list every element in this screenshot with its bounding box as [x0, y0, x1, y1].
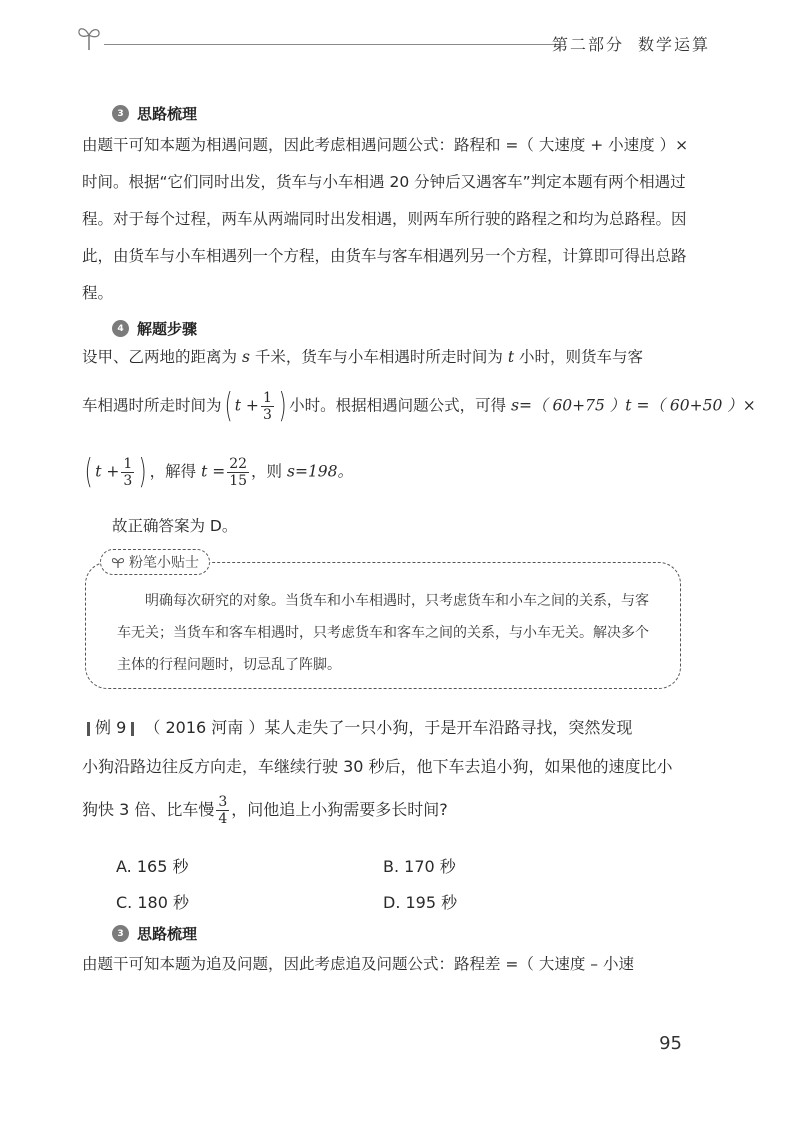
header-title — [552, 32, 710, 55]
var-t: t — [507, 348, 515, 366]
analysis-paragraph-2: 由题干可知本题为追及问题，因此考虑追及问题公式：路程差 =（ 大速度 – 小速 — [82, 955, 634, 973]
example-label: 例 9 — [95, 718, 127, 737]
option-d: D. 195 秒 — [383, 893, 458, 912]
fraction-one-third: $\frac{1}{3}$ — [262, 389, 272, 423]
option-b: B. 170 秒 — [383, 857, 456, 876]
example-line-3: 狗快 3 倍、比车慢 $\frac{3}{4}$ ，问他追上小狗需要多长时间? — [82, 794, 448, 827]
fraction-one-third: $\frac{1}{3}$ — [123, 455, 133, 489]
header-part: 第二部分 — [551, 35, 624, 54]
section-heading-analysis — [112, 103, 197, 124]
section-number-badge: 3 — [112, 925, 129, 942]
steps-line-3: ( t + $\frac{1}{3}$ ) ，解得 t = $\frac{22}{15}$ ，则 s=198。 — [84, 452, 354, 492]
section-title: 思路梳理 — [137, 925, 198, 943]
section-number-badge: 3 — [112, 105, 129, 122]
section-title: 解题步骤 — [137, 320, 198, 338]
tip-label-text: 粉笔小贴士 — [129, 555, 199, 571]
analysis-paragraph: 由题干可知本题为相遇问题，因此考虑相遇问题公式：路程和 =（ 大速度 + 小速度 ）× 时间。根据“它们同时出发，货车与小车相遇 20 分钟后又遇客车”判定本题有两个相遇过程。对于每个过程，两车从两端同时出发相遇，则两车所行驶的路程之和均为总路程。因此，由货车与小车相遇列一个方程，由货车与客车相遇列另一个方程，计算即可得出总路程。 — [82, 136, 689, 302]
section-title: 思路梳理 — [137, 105, 198, 123]
header-rule — [104, 44, 560, 45]
page-number: 95 — [659, 1033, 682, 1054]
tip-text: 明确每次研究的对象。当货车和小车相遇时，只考虑货车和小车之间的关系，与客车无关；当货车和客车相遇时，只考虑货车和客车之间的关系，与小车无关。解决多个主体的行程问题时，切忌乱了阵脚。 — [117, 593, 649, 673]
answer-line: 故正确答案为 D。 — [112, 517, 238, 535]
header-section: 数学运算 — [637, 35, 710, 54]
tip-label — [100, 549, 210, 575]
result: s=198。 — [287, 462, 354, 481]
section-number-badge: 4 — [112, 320, 129, 337]
section-heading-steps — [112, 318, 197, 339]
fraction-result: $\frac{22}{15}$ — [229, 455, 248, 489]
example-line-2: 小狗沿路边往反方向走，车继续行驶 30 秒后，他下车去追小狗，如果他的速度比小 — [82, 757, 673, 776]
sprout-icon — [76, 22, 102, 52]
option-a: A. 165 秒 — [116, 857, 189, 876]
example-line-1: 例 9 （ 2016 河南 ）某人走失了一只小狗，于是开车沿路寻找，突然发现 — [82, 715, 702, 738]
fraction-three-quarters: $\frac{3}{4}$ — [218, 794, 228, 827]
page-header — [70, 22, 710, 62]
sprout-icon — [111, 555, 125, 569]
option-c: C. 180 秒 — [116, 893, 189, 912]
formula: s=（ 60+75 ）t =（ 60+50 ）× — [511, 396, 756, 415]
steps-line-2: 车相遇时所走时间为( t + $\frac{1}{3}$ ) 小时。根据相遇问题公式，可得 s=（ 60+75 ）t =（ 60+50 ）× — [82, 386, 756, 426]
var-s: s — [241, 348, 250, 366]
steps-line-1: 设甲、乙两地的距离为 s 千米，货车与小车相遇时所走时间为 t 小时，则货车与客 — [82, 348, 643, 366]
section-heading-analysis-2 — [112, 923, 197, 944]
